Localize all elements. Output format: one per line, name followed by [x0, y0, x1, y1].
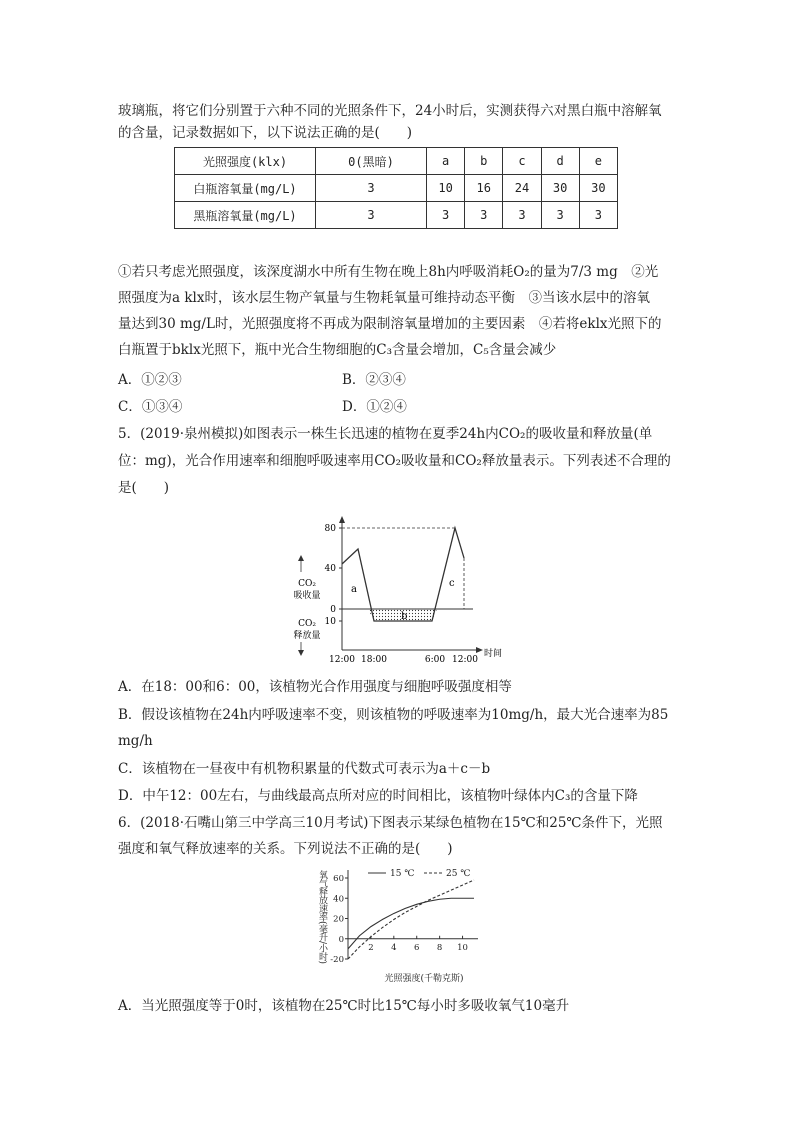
table-cell: 16	[465, 175, 503, 202]
area-b-label: b	[401, 611, 408, 622]
q5-option-c: C．该植物在一昼夜中有机物积累量的代数式可表示为a＋c－b	[118, 761, 491, 777]
q6-stem-line-1: 6．(2018·石嘴山第三中学高三10月考试)下图表示某绿色植物在15℃和25℃条件下，光照	[118, 815, 663, 831]
table-cell: 黑瓶溶氧量(mg/L)	[175, 202, 316, 229]
table-cell: 3	[541, 202, 579, 229]
x-tick-label: 12:00	[452, 655, 478, 665]
table-header-row	[175, 148, 618, 175]
q6-option-a: A．当光照强度等于0时，该植物在25℃时比15℃每小时多吸收氧气10毫升	[118, 998, 570, 1014]
table-cell: 3	[316, 202, 427, 229]
q5-stem-line-3: 是( )	[118, 480, 170, 496]
table-cell: 白瓶溶氧量(mg/L)	[175, 175, 316, 202]
q5-stem-line-1: 5．(2019·泉州模拟)如图表示一株生长迅速的植物在夏季24h内CO₂的吸收量和释放量(单	[118, 426, 653, 442]
table-cell: 24	[503, 175, 541, 202]
table-cell: 3	[427, 202, 465, 229]
x-tick-label: 8	[436, 942, 443, 953]
x-axis-arrow	[476, 647, 483, 653]
statement-line: 白瓶置于bklx光照下，瓶中光合生物细胞的C₃含量会增加，C₅含量会减少	[118, 342, 557, 358]
y-tick-label: -20	[330, 955, 344, 965]
statement-line: 照强度为a klx时，该水层生物产氧量与生物耗氧量可维持动态平衡 ③当该水层中的溶氧	[118, 290, 650, 306]
series-line-15c	[348, 898, 474, 949]
statement-line: 量达到30 mg/L时，光照强度将不再成为限制溶氧量增加的主要因素 ④若将eklx光照下的	[118, 316, 662, 332]
area-a-label: a	[351, 584, 357, 595]
table-cell: c	[503, 148, 541, 175]
table-cell: 0(黑暗)	[316, 148, 427, 175]
table-row	[175, 202, 618, 229]
y-tick-label: 40	[333, 894, 344, 905]
table-cell: 光照强度(klx)	[175, 148, 316, 175]
statement-line: ①若只考虑光照强度，该深度湖水中所有生物在晚上8h内呼吸消耗O₂的量为7/3 mg ②光	[118, 264, 659, 280]
legend-label-25c: 25 ℃	[446, 869, 471, 879]
y-tick-label: 0	[338, 934, 344, 945]
q5-stem-line-2: 位：mg)，光合作用速率和细胞呼吸速率用CO₂吸收量和CO₂释放量表示。下列表述不合理的	[118, 453, 671, 469]
oxygen-release-chart	[312, 864, 488, 988]
table-cell: 3	[579, 202, 617, 229]
q5-option-b-line-2: mg/h	[118, 733, 153, 749]
y-label-absorb: 吸收量	[293, 591, 321, 601]
x-tick-label: 2	[368, 942, 374, 953]
table-cell: 30	[579, 175, 617, 202]
co2-curve	[342, 528, 464, 621]
y-tick-label: 0	[330, 605, 336, 615]
q6-stem-line-2: 强度和氧气释放速率的关系。下列说法不正确的是( )	[118, 841, 453, 857]
x-tick-label: 10	[457, 942, 468, 953]
y-tick-label: 40	[324, 564, 336, 574]
x-tick-label: 6	[414, 942, 420, 953]
x-tick-label: 12:00	[329, 655, 355, 665]
table-cell: 10	[427, 175, 465, 202]
co2-exchange-chart	[285, 516, 515, 666]
option-b: B．②③④	[342, 372, 406, 388]
q5-option-d: D．中午12：00左右，与曲线最高点所对应的时间相比，该植物叶绿体内C₃的含量下降	[118, 788, 638, 804]
q5-option-a: A．在18：00和6：00，该植物光合作用强度与细胞呼吸强度相等	[118, 679, 512, 695]
intro-line-2: 的含量，记录数据如下，以下说法正确的是( )	[118, 125, 413, 141]
option-a: A．①②③	[118, 372, 182, 388]
table-cell: 3	[503, 202, 541, 229]
table-cell: 3	[316, 175, 427, 202]
x-tick-label: 18:00	[361, 655, 387, 665]
x-tick-label: 6:00	[424, 655, 446, 665]
y-tick-label: 60	[333, 874, 344, 884]
y-tick-label: 10	[324, 617, 336, 627]
option-c: C．①③④	[118, 399, 183, 415]
x-axis-label: 光照强度(千勒克斯)	[384, 974, 464, 984]
table-cell: e	[579, 148, 617, 175]
x-axis-label: 时间	[483, 649, 503, 659]
intro-line-1: 玻璃瓶，将它们分别置于六种不同的光照条件下，24小时后，实测获得六对黑白瓶中溶解氧	[118, 103, 662, 119]
q5-option-b-line-1: B．假设该植物在24h内呼吸速率不变，则该植物的呼吸速率为10mg/h，最大光合速率为85	[118, 707, 669, 723]
series-line-25c	[348, 880, 474, 959]
y-axis-label: 氧气释放速率(毫升/小时)	[317, 870, 327, 964]
oxygen-data-table	[174, 147, 618, 229]
table-cell: d	[541, 148, 579, 175]
y-tick-label: 80	[324, 524, 336, 534]
option-d: D．①②④	[342, 399, 407, 415]
y-label-release: 释放量	[293, 631, 321, 641]
table-row	[175, 175, 618, 202]
x-tick-label: 4	[391, 942, 397, 953]
y-tick-label: 20	[333, 914, 344, 925]
table-cell: b	[465, 148, 503, 175]
y-label-release: CO₂	[298, 619, 316, 629]
y-label-absorb: CO₂	[298, 579, 316, 589]
table-cell: 30	[541, 175, 579, 202]
y-axis-arrow	[339, 516, 345, 523]
table-cell: a	[427, 148, 465, 175]
table-cell: 3	[465, 202, 503, 229]
legend-label-15c: 15 ℃	[390, 869, 415, 879]
area-c-label: c	[449, 578, 455, 589]
